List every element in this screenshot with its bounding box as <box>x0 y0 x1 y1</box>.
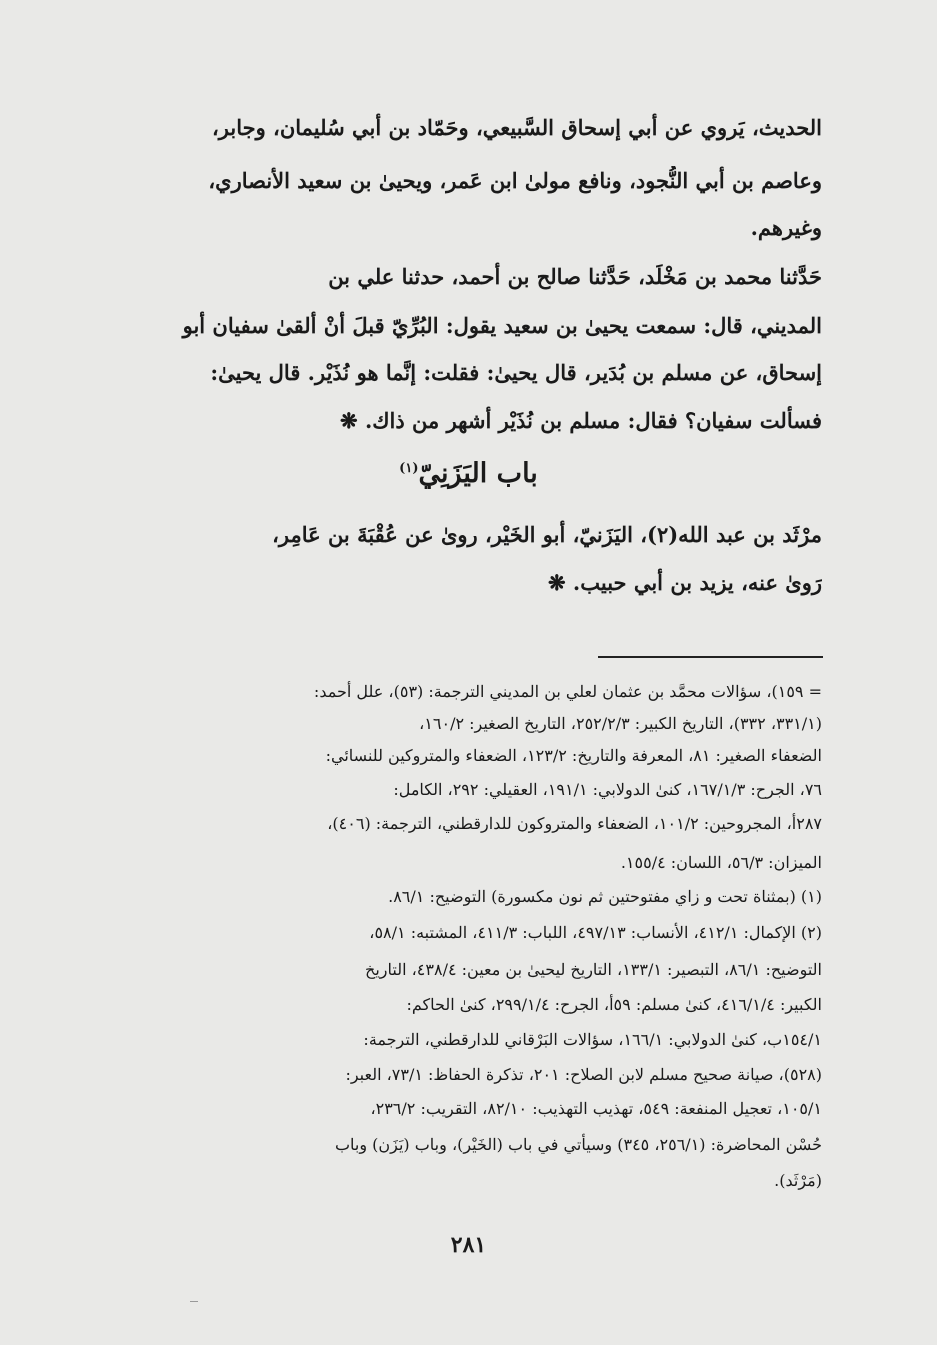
body-line: الحديث، يَروي عن أبي إسحاق السَّبيعي، وحَمّاد بن أبي سُليمان، وجابر، <box>212 115 822 140</box>
footnote-line: التوضيح: ٨٦/١، التبصير: ١٣٣/١، التاريخ ليحيىٰ بن معين: ٤٣٨/٤، التاريخ <box>365 960 822 979</box>
footnote-line: (٢) الإكمال: ٤١٢/١، الأنساب: ٤٩٧/١٣، اللباب: ٤١١/٣، المشتبه: ٥٨/١، <box>369 923 822 942</box>
footnote-line: الميزان: ٥٦/٣، اللسان: ١٥٥/٤. <box>620 853 822 872</box>
scan-speck <box>190 1301 198 1302</box>
footnote-line: (٥٢٨)، صيانة صحيح مسلم لابن الصلاح: ٢٠١، تذكرة الحفاظ: ٧٣/١، العبر: <box>345 1065 822 1084</box>
footnote-line: ١٥٤/١ب، كنىٰ الدولابي: ١٦٦/١، سؤالات البَرْقاني للدارقطني، الترجمة: <box>363 1030 822 1049</box>
page-number: ٢٨١ <box>450 1232 487 1258</box>
footnote-line: (٣٣١/١، ٣٣٢)، التاريخ الكبير: ٢٥٢/٢/٣، التاريخ الصغير: ١٦٠/٢، <box>419 714 822 733</box>
body-line: إسحاق، عن مسلم بن بُدَير، قال يحيىٰ: فقلت: إنَّما هو نُذَيْر. قال يحيىٰ: <box>210 360 822 385</box>
footnote-marker: (١) <box>399 461 419 476</box>
chapter-title: باب اليَزَنِيّ <box>418 458 538 489</box>
footnote-line: ١٠٥/١، تعجيل المنفعة: ٥٤٩، تهذيب التهذيب: ٨٢/١٠، التقريب: ٢٣٦/٢، <box>370 1099 822 1118</box>
footnote-separator <box>598 656 823 658</box>
footnote-line: الضعفاء الصغير: ٨١، المعرفة والتاريخ: ١٢٣/٢، الضعفاء والمتروكين للنسائي: <box>325 746 822 765</box>
body-line: وغيرهم. <box>750 215 822 240</box>
footnote-line: (مَرْثَد). <box>774 1171 822 1190</box>
footnote-line: حُسْن المحاضرة: (٢٥٦/١، ٣٤٥) وسيأتي في باب (الخَيْر)، وباب (يَزَن) وباب <box>334 1135 822 1154</box>
body-line: فسألت سفيان؟ فقال: مسلم بن نُذَيْر أشهر من ذاك. ❋ <box>340 408 822 433</box>
footnote-line: ٢٨٧أ، المجروحين: ١٠١/٢، الضعفاء والمتروكون للدارقطني، الترجمة: (٤٠٦)، <box>327 814 822 833</box>
body-line: وعاصم بن أبي النُّجود، ونافع مولىٰ ابن عَمر، ويحيىٰ بن سعيد الأنصاري، <box>208 168 822 193</box>
footnote-line: = ١٥٩)، سؤالات محمَّد بن عثمان لعلي بن المديني الترجمة: (٥٣)، علل أحمد: <box>313 682 822 701</box>
footnote-line: (١) (بمثناة تحت و زاي مفتوحتين ثم نون مكسورة) التوضيح: ٨٦/١. <box>388 887 822 906</box>
chapter-heading <box>0 458 937 489</box>
footnote-line: ٧٦، الجرح: ١٦٧/١/٣، كنىٰ الدولابي: ١٩١/١، العقيلي: ٢٩٢، الكامل: <box>393 780 822 799</box>
footnote-line: الكبير: ٤١٦/١/٤، كنىٰ مسلم: ٥٩أ، الجرح: ٢٩٩/١/٤، كنىٰ الحاكم: <box>406 995 822 1014</box>
body-line: حَدَّثنا محمد بن مَخْلَد، حَدَّثنا صالح بن أحمد، حدثنا علي بن <box>328 264 822 289</box>
entry-line: مرْثَد بن عبد الله(٢)، اليَزَنيّ، أبو الخَيْر، روىٰ عن عُقْبَةَ بن عَامِر، <box>272 522 822 547</box>
entry-line: رَوىٰ عنه، يزيد بن أبي حبيب. ❋ <box>548 570 822 595</box>
body-line: المديني، قال: سمعت يحيىٰ بن سعيد يقول: البُرِّيّ قبلَ أنْ ألقىٰ سفيان أبو <box>182 313 822 338</box>
